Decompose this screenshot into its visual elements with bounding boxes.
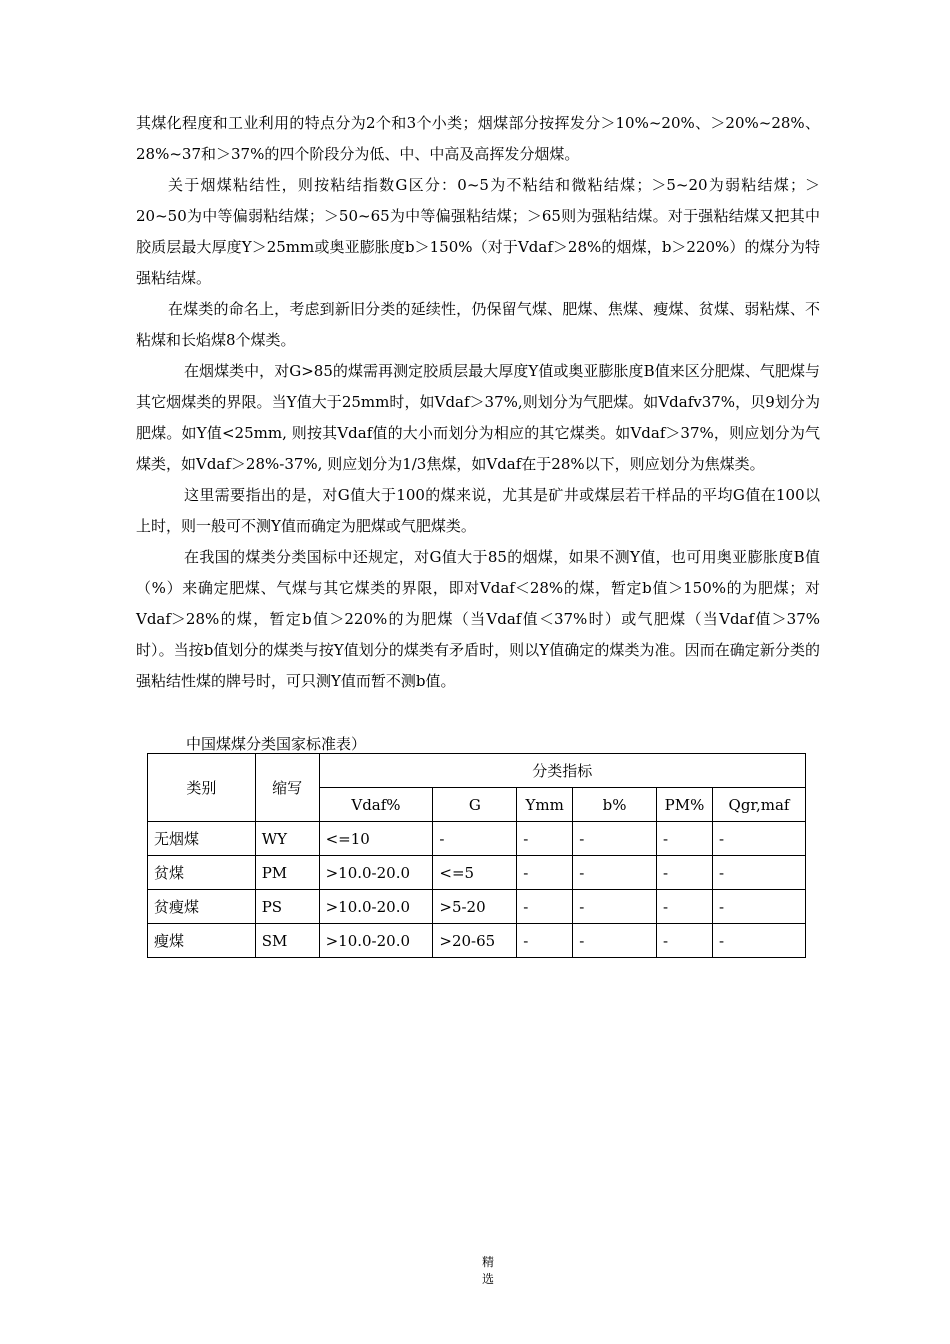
- cell-ymm: -: [517, 924, 573, 958]
- cell-ymm: -: [517, 822, 573, 856]
- cell-vdaf: <=10: [319, 822, 433, 856]
- header-col-b: b%: [573, 788, 657, 822]
- cell-ymm: -: [517, 856, 573, 890]
- cell-vdaf: >10.0-20.0: [319, 924, 433, 958]
- cell-abbr: PS: [255, 890, 319, 924]
- footer-line-2: 选: [481, 1272, 494, 1286]
- header-col-pm: PM%: [657, 788, 713, 822]
- paragraph-6: 在我国的煤类分类国标中还规定，对G值大于85的烟煤，如果不测Y值，也可用奥亚膨胀度B值（%）来确定肥煤、气煤与其它煤类的界限，即对Vdaf＜28%的煤，暂定b值＞150%的为肥煤；对Vdaf＞28%的煤，暂定b值＞220%的为肥煤（当Vdaf值＜37%时）或气肥煤（当Vdaf值＞37%时）。当按b值划分的煤类与按Y值划分的煤类有矛盾时，则以Y值确定的煤类为准。因而在确定新分类的强粘结性煤的牌号时，可只测Y值而暂不测b值。: [136, 548, 820, 690]
- cell-qgr: -: [713, 924, 806, 958]
- paragraph-2: 关于烟煤粘结性，则按粘结指数G区分：0~5为不粘结和微粘结煤；＞5~20为弱粘结煤；＞20~50为中等偏弱粘结煤；＞50~65为中等偏强粘结煤；＞65则为强粘结煤。对于强粘结煤又把其中胶质层最大厚度Y＞25mm或奥亚膨胀度b＞150%（对于Vdaf＞28%的烟煤，b＞220%）的煤分为特强粘结煤。: [136, 176, 820, 287]
- cell-category: 瘦煤: [148, 924, 256, 958]
- footer-line-1: 精: [481, 1255, 494, 1269]
- header-col-g: G: [433, 788, 517, 822]
- cell-pm: -: [657, 856, 713, 890]
- cell-category: 贫煤: [148, 856, 256, 890]
- header-abbr: 缩写: [255, 754, 319, 822]
- paragraph-1: 其煤化程度和工业利用的特点分为2个和3个小类；烟煤部分按挥发分＞10%~20%、＞20%~28%、28%~37和＞37%的四个阶段分为低、中、中高及高挥发分烟煤。: [136, 114, 820, 163]
- cell-qgr: -: [713, 890, 806, 924]
- cell-ymm: -: [517, 890, 573, 924]
- header-col-qgr: Qgr,maf: [713, 788, 806, 822]
- coal-classification-table: [147, 753, 806, 958]
- header-col-ymm: Ymm: [517, 788, 573, 822]
- cell-g: <=5: [433, 856, 517, 890]
- cell-category: 无烟煤: [148, 822, 256, 856]
- cell-category: 贫瘦煤: [148, 890, 256, 924]
- cell-b: -: [573, 890, 657, 924]
- page-footer: [474, 1254, 502, 1288]
- cell-b: -: [573, 856, 657, 890]
- header-category: 类别: [148, 754, 256, 822]
- cell-qgr: -: [713, 856, 806, 890]
- cell-b: -: [573, 924, 657, 958]
- cell-g: >20-65: [433, 924, 517, 958]
- table-row: [148, 822, 806, 856]
- paragraph-3: 在煤类的命名上，考虑到新旧分类的延续性，仍保留气煤、肥煤、焦煤、瘦煤、贫煤、弱粘煤、不粘煤和长焰煤8个煤类。: [136, 300, 820, 349]
- cell-vdaf: >10.0-20.0: [319, 890, 433, 924]
- cell-vdaf: >10.0-20.0: [319, 856, 433, 890]
- table-row: [148, 890, 806, 924]
- paragraph-5: 这里需要指出的是，对G值大于100的煤来说，尤其是矿井或煤层若干样品的平均G值在100以上时，则一般可不测Y值而确定为肥煤或气肥煤类。: [136, 486, 820, 535]
- table-row: [148, 856, 806, 890]
- cell-abbr: SM: [255, 924, 319, 958]
- paragraph-4: 在烟煤类中，对G>85的煤需再测定胶质层最大厚度Y值或奥亚膨胀度B值来区分肥煤、气肥煤与其它烟煤类的界限。当Y值大于25mm时，如Vdaf＞37%,则划分为气肥煤。如Vdafv37%，贝9划分为肥煤。如Y值<25mm, 则按其Vdaf值的大小而划分为相应的其它煤类。如Vdaf＞37%，则应划分为气煤类，如Vdaf＞28%-37%, 则应划分为1/3焦煤，如Vdaf在于28%以下，则应划分为焦煤类。: [136, 362, 820, 473]
- header-group: 分类指标: [319, 754, 805, 788]
- cell-g: -: [433, 822, 517, 856]
- header-col-vdaf: Vdaf%: [319, 788, 433, 822]
- cell-abbr: PM: [255, 856, 319, 890]
- cell-g: >5-20: [433, 890, 517, 924]
- cell-pm: -: [657, 890, 713, 924]
- cell-b: -: [573, 822, 657, 856]
- cell-pm: -: [657, 924, 713, 958]
- cell-abbr: WY: [255, 822, 319, 856]
- cell-qgr: -: [713, 822, 806, 856]
- table-row: [148, 924, 806, 958]
- cell-pm: -: [657, 822, 713, 856]
- table-caption: 中国煤煤分类国家标准表）: [186, 735, 367, 753]
- body-text: [136, 108, 820, 697]
- table-header-row-1: [148, 754, 806, 788]
